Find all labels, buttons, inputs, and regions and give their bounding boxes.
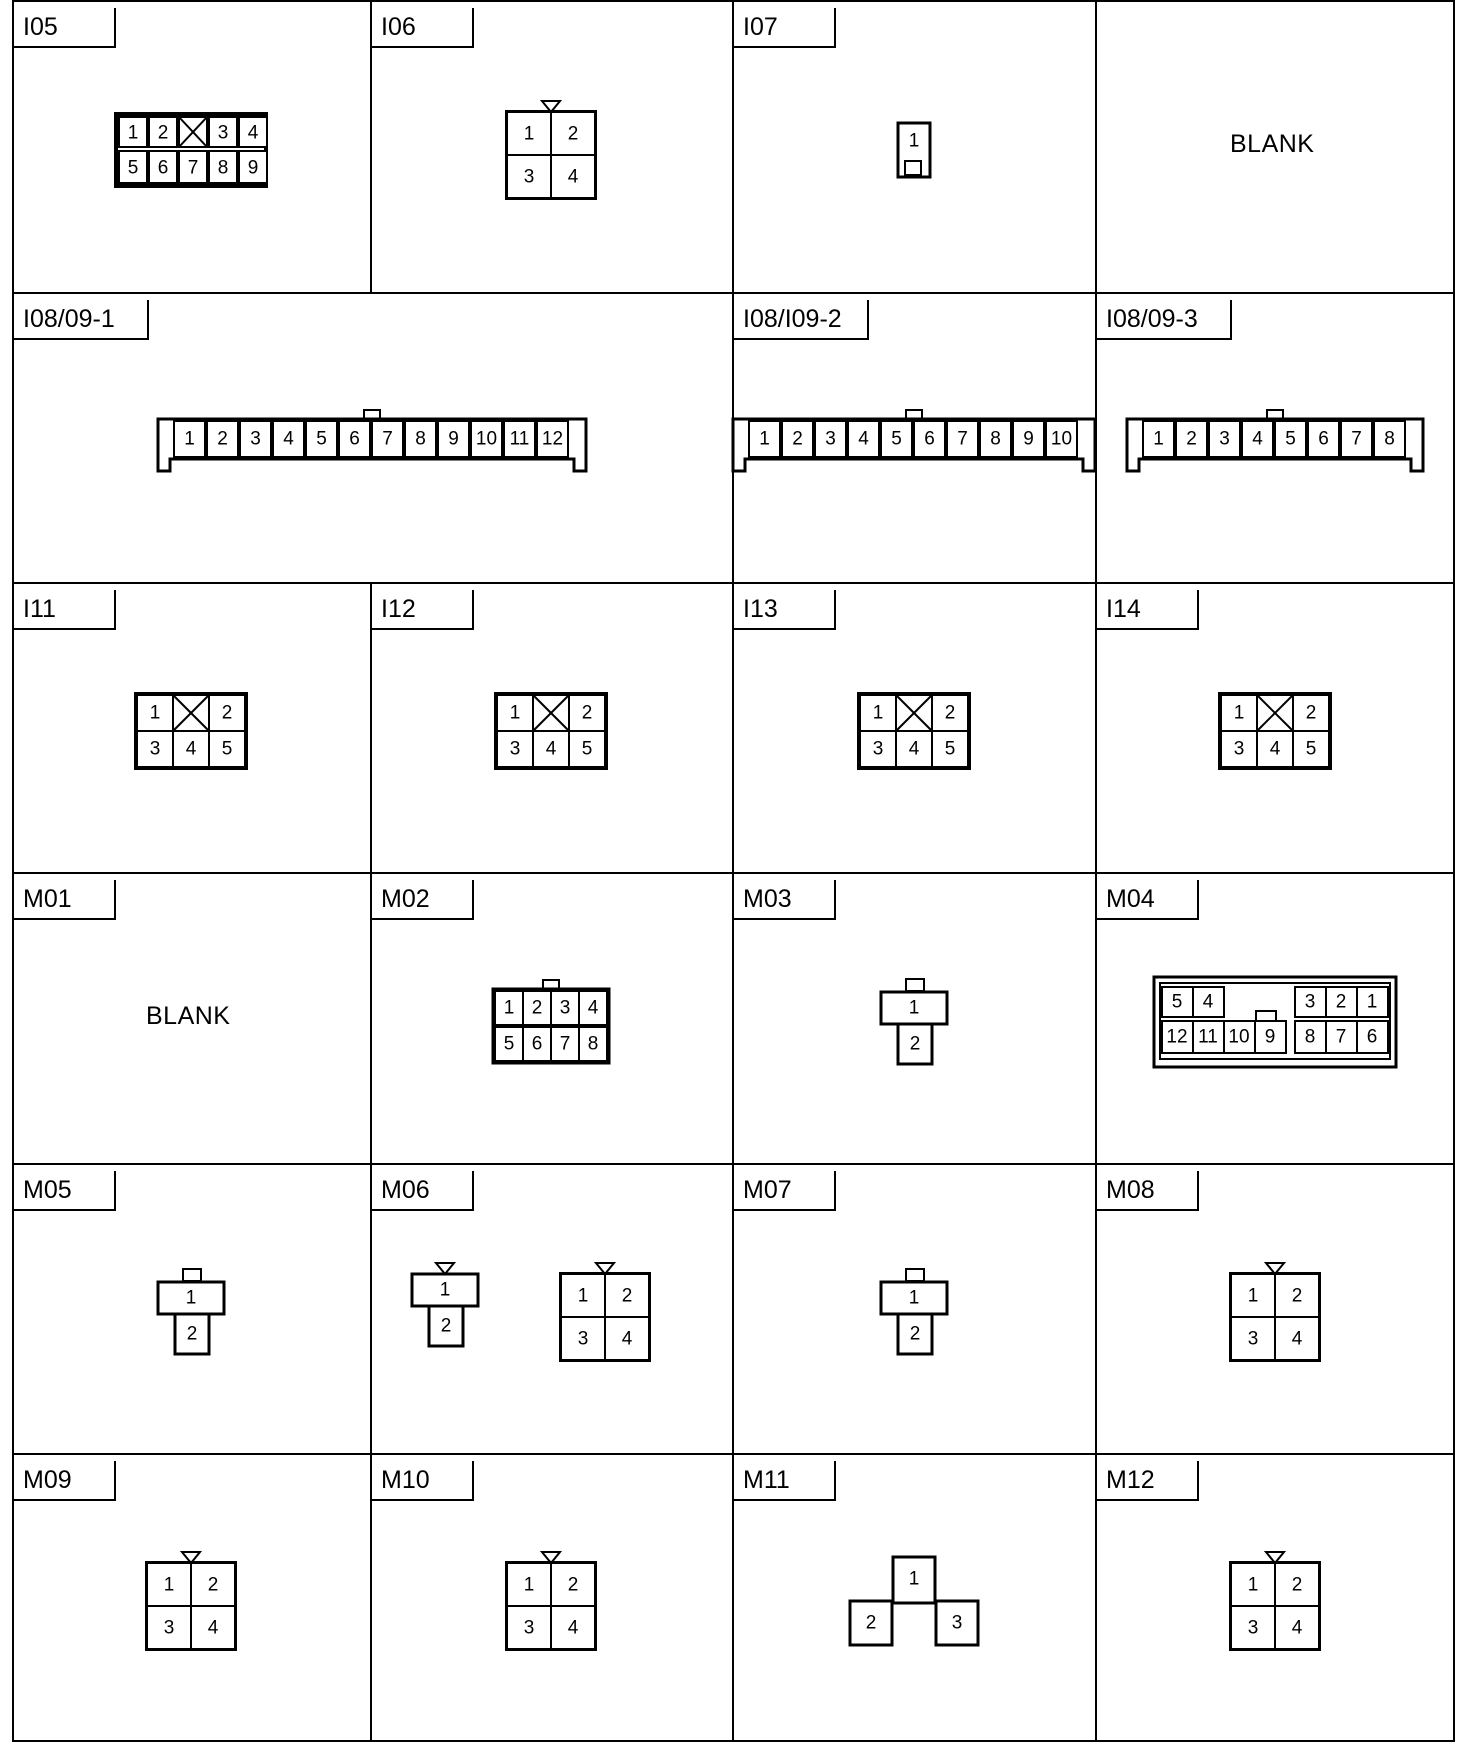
connector-id-label: I12 [372, 590, 474, 630]
pin-number: 2 [1335, 991, 1347, 1013]
pin-number: 2 [186, 1323, 198, 1345]
pin-number: 5 [503, 1033, 515, 1055]
pin-number: 2 [221, 702, 233, 724]
pin-number: 9 [1264, 1026, 1276, 1048]
connector-id-label: M10 [372, 1461, 474, 1501]
connector-id-label: I11 [14, 590, 116, 630]
pin-number: 7 [187, 157, 199, 179]
pin-number: 4 [587, 997, 599, 1019]
pin-number: 10 [475, 428, 498, 450]
pin-number: 2 [207, 1574, 219, 1596]
pin-number: 1 [185, 1287, 197, 1309]
latch-tab [906, 1269, 924, 1281]
pin-number: 2 [1186, 428, 1197, 450]
pin-number: 2 [909, 1033, 921, 1055]
pin-number: 2 [217, 428, 228, 450]
pin-number: 5 [581, 738, 593, 760]
pin-number: 3 [250, 428, 261, 450]
pin-number: 2 [567, 1574, 579, 1596]
pin-number: 3 [559, 997, 571, 1019]
connector-id-label: I08/09-3 [1097, 300, 1232, 340]
connector-id-label: M03 [734, 880, 836, 920]
connector-triple [848, 1555, 980, 1647]
pin-number: 4 [283, 428, 294, 450]
connector-cell [732, 0, 1095, 292]
connector-cell [732, 872, 1095, 1163]
pin-number: 11 [1198, 1026, 1218, 1048]
pin-number: 1 [1247, 1285, 1259, 1307]
connector-id-label: M06 [372, 1171, 474, 1211]
pin-number: 5 [1285, 428, 1296, 450]
pin-number: 5 [316, 428, 327, 450]
pin-number: 6 [531, 1033, 543, 1055]
connector-cell [1095, 1163, 1455, 1453]
connector-cell [370, 872, 732, 1163]
pin-number: 6 [1366, 1026, 1378, 1048]
pin-number: 8 [415, 428, 426, 450]
pin-number: 2 [440, 1315, 452, 1337]
pin-number: 6 [349, 428, 360, 450]
connector-cell [370, 0, 732, 292]
connector-id-label: I14 [1097, 590, 1199, 630]
pin-number: 7 [559, 1033, 571, 1055]
pin-number: 1 [149, 702, 161, 724]
pin-number: 9 [448, 428, 459, 450]
pin-number: 2 [1291, 1574, 1303, 1596]
connector-cell [732, 1453, 1095, 1740]
pin-number: 3 [1247, 1617, 1259, 1639]
pin-number: 6 [1318, 428, 1329, 450]
connector-five [858, 693, 970, 769]
connector-id-label: M09 [14, 1461, 116, 1501]
connector-quad [146, 1551, 236, 1651]
pin-number: 1 [1366, 991, 1378, 1013]
pin-number: 7 [1335, 1026, 1347, 1048]
latch-tab [183, 1269, 201, 1281]
connector-cell [12, 0, 370, 292]
connector-id-label: I06 [372, 8, 474, 48]
pin-number: 3 [951, 1612, 963, 1634]
connector-id-label: I13 [734, 590, 836, 630]
pin-number: 4 [1269, 738, 1281, 760]
pin-number: 2 [944, 702, 956, 724]
pin-number: 12 [541, 428, 564, 450]
pin-number: 1 [908, 997, 920, 1019]
connector-tee [879, 1268, 949, 1356]
pin-number: 3 [1304, 991, 1316, 1013]
pin-number: 4 [1291, 1328, 1303, 1350]
connector-row [731, 409, 1097, 473]
pin-number: 4 [247, 122, 259, 144]
pin-number: 3 [577, 1328, 589, 1350]
connector-split [115, 113, 267, 187]
connector-tee [156, 1268, 226, 1356]
connector-id-label: M11 [734, 1461, 836, 1501]
connector-cell [1095, 582, 1455, 872]
pin-number: 1 [439, 1279, 451, 1301]
connector-five [495, 693, 607, 769]
latch-tab [906, 979, 924, 991]
connector-single [896, 121, 932, 179]
connector-cell [370, 582, 732, 872]
pin-number: 8 [587, 1033, 599, 1055]
connector-quad [506, 1551, 596, 1651]
pin-number: 3 [825, 428, 836, 450]
pin-number: 4 [858, 428, 869, 450]
pin-number: 1 [1233, 702, 1245, 724]
pin-number: 6 [157, 157, 169, 179]
connector-cell [12, 872, 370, 1163]
pin-number: 5 [891, 428, 902, 450]
connector-wide12 [1152, 975, 1398, 1069]
connector-cell [370, 1453, 732, 1740]
pin-number: 2 [792, 428, 803, 450]
connector-cell [12, 1163, 370, 1453]
pin-number: 9 [1023, 428, 1034, 450]
connector-five [1219, 693, 1331, 769]
pin-number: 3 [872, 738, 884, 760]
pin-number: 4 [621, 1328, 633, 1350]
pin-number: 5 [221, 738, 233, 760]
pin-number: 3 [163, 1617, 175, 1639]
pin-number: 4 [207, 1617, 219, 1639]
pin-number: 2 [865, 1612, 877, 1634]
pin-number: 4 [567, 1617, 579, 1639]
connector-id-label: I08/I09-2 [734, 300, 869, 340]
pin-number: 2 [909, 1323, 921, 1345]
pin-number: 5 [127, 157, 139, 179]
blank-label: BLANK [146, 1002, 231, 1030]
connector-row [156, 409, 588, 473]
pin-number: 4 [545, 738, 557, 760]
connector-id-label: I05 [14, 8, 116, 48]
connector-id-label: M04 [1097, 880, 1199, 920]
connector-tee [879, 978, 949, 1066]
pin-number: 8 [1384, 428, 1395, 450]
pin-number: 10 [1228, 1026, 1250, 1048]
connector-cell [1095, 872, 1455, 1163]
connector-cell [732, 1163, 1095, 1453]
pin-number: 7 [382, 428, 393, 450]
connector-id-label: I08/09-1 [14, 300, 149, 340]
pin-number: 1 [523, 123, 535, 145]
connector-id-label: M08 [1097, 1171, 1199, 1211]
pin-number: 2 [157, 122, 169, 144]
pin-number: 4 [908, 738, 920, 760]
pin-number: 7 [1351, 428, 1362, 450]
connector-cell [1095, 292, 1455, 582]
pin-number: 3 [217, 122, 229, 144]
pin-number: 10 [1050, 428, 1073, 450]
connector-cell [12, 292, 732, 582]
pin-number: 6 [924, 428, 935, 450]
latch-tab [1256, 1011, 1276, 1021]
pin-number: 8 [990, 428, 1001, 450]
pin-number: 4 [1202, 991, 1214, 1013]
connector-five [135, 693, 247, 769]
pin-number: 1 [872, 702, 884, 724]
pin-number: 5 [1171, 991, 1183, 1013]
pin-number: 4 [1252, 428, 1263, 450]
polarity-triangle-icon [436, 1263, 454, 1274]
pin-number: 1 [509, 702, 521, 724]
pin-number: 3 [1233, 738, 1245, 760]
pin-number: 3 [1247, 1328, 1259, 1350]
pin-number: 9 [247, 157, 259, 179]
pin-number: 1 [127, 122, 139, 144]
pin-number: 2 [567, 123, 579, 145]
connector-cell [12, 1453, 370, 1740]
latch-tab [905, 161, 921, 175]
pin-number: 12 [1166, 1026, 1188, 1048]
pin-number: 2 [1305, 702, 1317, 724]
pin-number: 2 [531, 997, 543, 1019]
connector-cell [12, 582, 370, 872]
connector-grid8 [491, 979, 611, 1065]
connector-cell [1095, 0, 1455, 292]
pin-number: 8 [217, 157, 229, 179]
pin-number: 2 [581, 702, 593, 724]
connector-cell [732, 292, 1095, 582]
connector-id-label: M07 [734, 1171, 836, 1211]
pin-number: 1 [577, 1285, 589, 1307]
pin-number: 1 [523, 1574, 535, 1596]
pin-number: 1 [1153, 428, 1164, 450]
pin-number: 11 [509, 428, 530, 450]
pin-number: 1 [908, 1568, 920, 1590]
connector-id-label: I07 [734, 8, 836, 48]
pin-number: 1 [1247, 1574, 1259, 1596]
pin-number: 7 [957, 428, 968, 450]
pin-number: 3 [523, 166, 535, 188]
pin-number: 2 [1291, 1285, 1303, 1307]
connector-cell [1095, 1453, 1455, 1740]
pin-number: 4 [1291, 1617, 1303, 1639]
pin-number: 3 [523, 1617, 535, 1639]
pin-number: 3 [1219, 428, 1230, 450]
pin-number: 1 [503, 997, 515, 1019]
connector-quad [506, 100, 596, 200]
connector-cell [370, 1163, 732, 1453]
pin-number: 1 [908, 1287, 920, 1309]
connector-quad [1230, 1551, 1320, 1651]
connector-quad [1230, 1262, 1320, 1362]
pin-number: 5 [944, 738, 956, 760]
pin-number: 3 [509, 738, 521, 760]
pin-number: 8 [1304, 1026, 1316, 1048]
connector-row [1125, 409, 1425, 473]
pin-number: 2 [621, 1285, 633, 1307]
pin-number: 1 [184, 428, 195, 450]
blank-label: BLANK [1230, 130, 1315, 158]
connector-id-label: M02 [372, 880, 474, 920]
connector-cell [732, 582, 1095, 872]
pin-number: 5 [1305, 738, 1317, 760]
pin-number: 4 [567, 166, 579, 188]
connector-id-label: M01 [14, 880, 116, 920]
pin-number: 1 [759, 428, 770, 450]
pin-number: 3 [149, 738, 161, 760]
pin-number: 1 [163, 1574, 175, 1596]
pin-number: 4 [185, 738, 197, 760]
pin-number: 1 [908, 130, 920, 152]
connector-tee-quad [410, 1262, 660, 1362]
connector-id-label: M12 [1097, 1461, 1199, 1501]
connector-id-label: M05 [14, 1171, 116, 1211]
